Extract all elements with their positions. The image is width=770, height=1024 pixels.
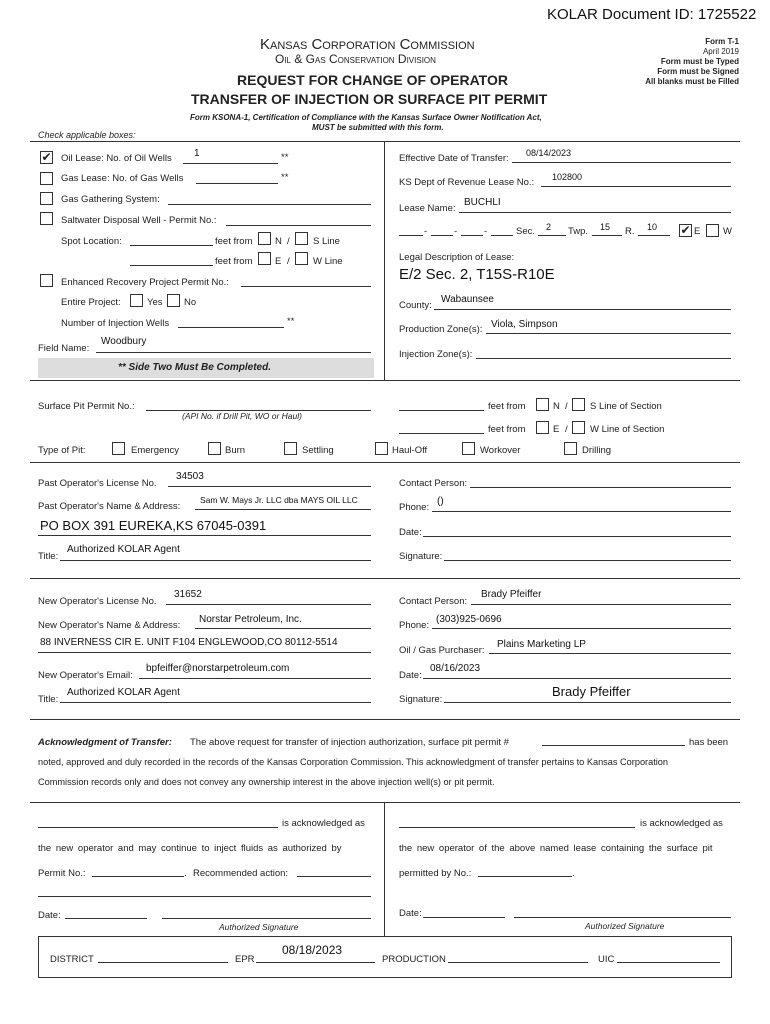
- pit-e-label: E: [553, 424, 560, 435]
- pit-type-hauloff-checkbox[interactable]: [375, 442, 388, 455]
- prod-zone-value[interactable]: Viola, Simpson: [491, 319, 558, 330]
- right-date-line: [423, 917, 505, 918]
- pit-ew-feet-from: feet from: [488, 424, 526, 435]
- range-value[interactable]: 10: [647, 222, 658, 232]
- past-bottom-border: [30, 578, 740, 579]
- new-address-value[interactable]: 88 INVERNESS CIR E. UNIT F104 ENGLEWOOD,CO 80112-5514: [40, 637, 338, 648]
- pit-n-slash: /: [565, 401, 568, 412]
- side-two-note: ** Side Two Must Be Completed.: [118, 362, 271, 373]
- epr-line: [256, 962, 375, 963]
- new-date-label: Date:: [399, 670, 422, 681]
- lease-name-value[interactable]: BUCHLI: [464, 197, 501, 208]
- spot-ew-feet-from: feet from: [215, 256, 253, 267]
- pit-ns-feet-from: feet from: [488, 401, 526, 412]
- ks-dept-value[interactable]: 102800: [552, 172, 583, 182]
- gas-gathering-line: [168, 204, 371, 205]
- past-contact-label: Contact Person:: [399, 478, 468, 489]
- gas-wells-line: [196, 183, 278, 184]
- effective-date-value[interactable]: 08/14/2023: [526, 148, 572, 158]
- sec-line: [538, 235, 566, 236]
- production-line: [448, 962, 588, 963]
- ks-dept-line: [541, 186, 731, 187]
- qtr-line-3: [461, 235, 483, 236]
- saltwater-label: Saltwater Disposal Well - Permit No.:: [61, 215, 217, 226]
- spot-w-label: W Line: [313, 256, 343, 267]
- api-note: (API No. if Drill Pit, WO or Haul): [182, 411, 302, 421]
- new-email-label: New Operator's Email:: [38, 670, 133, 681]
- check-boxes-label: Check applicable boxes:: [38, 130, 136, 140]
- left-permit-period: .: [184, 868, 187, 879]
- epr-value[interactable]: 08/18/2023: [282, 943, 343, 957]
- spot-n-checkbox[interactable]: [258, 232, 271, 245]
- pit-type-drilling: Drilling: [582, 445, 612, 456]
- past-title-label: Title:: [38, 551, 59, 562]
- field-name-label: Field Name:: [38, 343, 90, 354]
- right-signature-line: [514, 917, 731, 918]
- spot-s-label: S Line: [313, 236, 340, 247]
- district-line: [98, 962, 228, 963]
- oil-lease-checkbox[interactable]: ✔: [41, 150, 52, 164]
- new-name-label: New Operator's Name & Address:: [38, 620, 181, 631]
- new-bottom-border: [30, 719, 740, 720]
- gas-lease-checkbox[interactable]: [40, 172, 53, 185]
- past-date-line: [423, 536, 731, 537]
- ack-line-1: The above request for transfer of injection authorization, surface pit permit #: [190, 737, 509, 748]
- range-w-checkbox[interactable]: [706, 224, 719, 237]
- past-address-line: [38, 535, 371, 536]
- recommended-action-line: [297, 876, 371, 877]
- inj-zone-line: [476, 358, 731, 359]
- purchaser-value[interactable]: Plains Marketing LP: [497, 639, 586, 650]
- spot-s-checkbox[interactable]: [295, 232, 308, 245]
- left-permit-no-line: [92, 876, 184, 877]
- oil-wells-value[interactable]: 1: [194, 148, 200, 159]
- pit-type-hauloff: Haul-Off: [392, 445, 428, 456]
- sec-value[interactable]: 2: [546, 222, 552, 232]
- right-auth-signature: Authorized Signature: [585, 921, 665, 931]
- new-date-line: [423, 678, 731, 679]
- num-injection-line: [178, 327, 284, 328]
- form-blanks-note: All blanks must be Filled: [645, 77, 739, 86]
- pit-e-checkbox[interactable]: [536, 421, 549, 434]
- new-phone-label: Phone:: [399, 620, 430, 631]
- form-title-1: REQUEST FOR CHANGE OF OPERATOR: [237, 72, 508, 88]
- effective-date-label: Effective Date of Transfer:: [399, 153, 509, 164]
- new-signature-value[interactable]: Brady Pfeiffer: [552, 684, 631, 699]
- past-title-value[interactable]: Authorized KOLAR Agent: [67, 544, 180, 555]
- new-license-line: [166, 604, 371, 605]
- new-title-value[interactable]: Authorized KOLAR Agent: [67, 687, 180, 698]
- new-contact-line: [471, 604, 731, 605]
- twp-line: [592, 235, 622, 236]
- past-license-value[interactable]: 34503: [176, 471, 204, 482]
- ksona-note-2: MUST be submitted with this form.: [312, 123, 444, 132]
- gas-lease-label: Gas Lease: No. of Gas Wells: [61, 173, 184, 184]
- agency-name: Kansas Corporation Commission: [260, 36, 475, 53]
- right-is-acknowledged: is acknowledged as: [640, 818, 723, 829]
- ksona-note-1: Form KSONA-1, Certification of Compliance with the Kansas Surface Owner Notification Act,: [190, 113, 542, 122]
- range-w-label: W: [723, 226, 732, 237]
- range-line: [638, 235, 670, 236]
- entire-yes-label: Yes: [147, 297, 163, 308]
- spot-ns-feet-from: feet from: [215, 236, 253, 247]
- pit-type-emergency-checkbox[interactable]: [112, 442, 125, 455]
- document-id: KOLAR Document ID: 1725522: [547, 6, 757, 23]
- past-signature-label: Signature:: [399, 551, 443, 562]
- legal-desc-value[interactable]: E/2 Sec. 2, T15S-R10E: [399, 266, 555, 283]
- past-address-value[interactable]: PO BOX 391 EUREKA,KS 67045-0391: [40, 518, 267, 533]
- surface-pit-label: Surface Pit Permit No.:: [38, 401, 135, 412]
- past-name-label: Past Operator's Name & Address:: [38, 501, 181, 512]
- spot-ew-feet-line: [130, 265, 213, 266]
- spot-e-checkbox[interactable]: [258, 252, 271, 265]
- pit-type-drilling-checkbox[interactable]: [564, 442, 577, 455]
- new-license-label: New Operator's License No.: [38, 596, 157, 607]
- right-ack-name-line: [399, 827, 635, 828]
- field-name-value[interactable]: Woodbury: [101, 336, 147, 347]
- past-signature-line: [444, 560, 731, 561]
- new-email-line: [139, 678, 371, 679]
- spot-n-slash: /: [287, 236, 290, 247]
- entire-no-checkbox[interactable]: [167, 294, 180, 307]
- twp-label: Twp.: [568, 226, 589, 237]
- qtr-dash-1: -: [424, 226, 428, 237]
- right-date-label: Date:: [399, 908, 422, 919]
- pit-n-label: N: [553, 401, 560, 412]
- sec-label: Sec.: [516, 226, 536, 237]
- new-name-value[interactable]: Norstar Petroleum, Inc.: [199, 614, 302, 625]
- entire-project-label: Entire Project:: [61, 297, 121, 308]
- form-title-2: TRANSFER OF INJECTION OR SURFACE PIT PERMIT: [191, 91, 548, 107]
- epr-label: EPR: [235, 954, 255, 965]
- production-label: PRODUCTION: [382, 954, 446, 965]
- pit-type-label: Type of Pit:: [38, 445, 86, 456]
- spot-n-label: N: [275, 236, 282, 247]
- past-phone-label: Phone:: [399, 502, 430, 513]
- left-auth-signature: Authorized Signature: [219, 922, 299, 932]
- past-license-line: [168, 486, 371, 487]
- section-divider: [384, 141, 385, 380]
- qtr-line-4: [491, 235, 513, 236]
- new-license-value[interactable]: 31652: [174, 589, 202, 600]
- new-contact-label: Contact Person:: [399, 596, 468, 607]
- left-date-label: Date:: [38, 910, 61, 921]
- pit-s-label: S Line of Section: [590, 401, 662, 412]
- legal-desc-label: Legal Description of Lease:: [399, 252, 515, 263]
- recommended-action-label: Recommended action:: [193, 868, 289, 879]
- num-injection-star: **: [287, 316, 295, 327]
- section-bottom-border: [30, 380, 740, 381]
- form-date: April 2019: [702, 47, 739, 56]
- form-typed-note: Form must be Typed: [660, 57, 739, 66]
- left-signature-line: [162, 918, 371, 919]
- form-signed-note: Form must be Signed: [657, 67, 739, 76]
- new-title-line: [60, 702, 371, 703]
- spot-e-label: E: [275, 256, 282, 267]
- ack-permit-line: [542, 745, 685, 746]
- county-line: [434, 309, 731, 310]
- num-injection-label: Number of Injection Wells: [61, 318, 170, 329]
- inj-zone-label: Injection Zone(s):: [399, 349, 473, 360]
- division-name: Oil & Gas Conservation Division: [275, 52, 436, 66]
- left-permit-no-label: Permit No.:: [38, 868, 86, 879]
- purchaser-line: [489, 653, 731, 654]
- pit-w-checkbox[interactable]: [572, 421, 585, 434]
- uic-label: UIC: [598, 954, 615, 965]
- uic-line: [617, 962, 720, 963]
- new-phone-line: [432, 628, 731, 629]
- spot-ns-feet-line: [130, 245, 213, 246]
- range-label: R.: [625, 226, 635, 237]
- gas-gathering-label: Gas Gathering System:: [61, 194, 160, 205]
- ack-has-been: has been: [689, 737, 729, 748]
- new-address-line: [38, 652, 371, 653]
- prod-zone-line: [486, 333, 731, 334]
- saltwater-checkbox[interactable]: [40, 212, 53, 225]
- past-phone-line: [432, 511, 731, 512]
- right-new-operator-text: the new operator of the above named lease containing the surface pit: [399, 843, 713, 854]
- lease-name-label: Lease Name:: [399, 203, 456, 214]
- prod-zone-label: Production Zone(s):: [399, 324, 483, 335]
- ack-line-2: noted, approved and duly recorded in the records of the Kansas Corporation Commission. This acknowledgment of transfer pertains to Kansas Corporation: [38, 757, 669, 767]
- lease-name-line: [459, 212, 731, 213]
- new-date-value[interactable]: 08/16/2023: [430, 663, 481, 674]
- pit-type-settling: Settling: [302, 445, 334, 456]
- spot-location-label: Spot Location:: [61, 236, 122, 247]
- pit-bottom-border: [30, 462, 740, 463]
- new-title-label: Title:: [38, 694, 59, 705]
- pit-type-burn: Burn: [225, 445, 246, 456]
- qtr-dash-2: -: [454, 226, 458, 237]
- entire-no-label: No: [184, 297, 197, 308]
- gas-gathering-checkbox[interactable]: [40, 192, 53, 205]
- left-new-operator-text: the new operator and may continue to inject fluids as authorized by: [38, 843, 342, 854]
- enhanced-recovery-line: [241, 286, 371, 287]
- purchaser-label: Oil / Gas Purchaser:: [399, 645, 485, 656]
- left-date-line: [65, 918, 147, 919]
- pit-n-checkbox[interactable]: [536, 398, 549, 411]
- pit-type-settling-checkbox[interactable]: [284, 442, 297, 455]
- new-phone-value[interactable]: (303)925-0696: [436, 614, 502, 625]
- range-e-checkbox[interactable]: ✔: [680, 223, 691, 237]
- enhanced-recovery-label: Enhanced Recovery Project Permit No.:: [61, 277, 229, 288]
- pit-type-burn-checkbox[interactable]: [208, 442, 221, 455]
- section-top-border: [30, 141, 740, 142]
- ack-divider: [384, 802, 385, 936]
- past-date-label: Date:: [399, 527, 422, 538]
- oil-wells-line: [183, 163, 278, 164]
- twp-value[interactable]: 15: [600, 222, 611, 232]
- pit-type-emergency: Emergency: [131, 445, 180, 456]
- oil-lease-label: Oil Lease: No. of Oil Wells: [61, 153, 172, 164]
- oil-wells-star: **: [281, 152, 289, 163]
- effective-date-line: [512, 162, 731, 163]
- entire-yes-checkbox[interactable]: [130, 294, 143, 307]
- qtr-dash-3: -: [484, 226, 488, 237]
- past-name-value[interactable]: Sam W. Mays Jr. LLC dba MAYS OIL LLC: [200, 495, 358, 505]
- saltwater-line: [226, 225, 371, 226]
- pit-ns-feet-line: [399, 410, 484, 411]
- qtr-line-1: [399, 235, 423, 236]
- pit-e-slash: /: [565, 424, 568, 435]
- past-license-label: Past Operator's License No.: [38, 478, 157, 489]
- pit-type-workover: Workover: [480, 445, 521, 456]
- past-name-line: [195, 509, 371, 510]
- pit-s-checkbox[interactable]: [572, 398, 585, 411]
- past-contact-line: [470, 487, 731, 488]
- range-e-label: E: [694, 226, 701, 237]
- recommended-action-line-2: [38, 896, 371, 897]
- gas-wells-star: **: [281, 172, 289, 183]
- new-name-line: [195, 628, 371, 629]
- field-name-line: [96, 352, 371, 353]
- past-phone-value[interactable]: (): [437, 496, 444, 507]
- new-signature-label: Signature:: [399, 694, 443, 705]
- ack-label: Acknowledgment of Transfer:: [38, 737, 172, 748]
- left-ack-name-line: [38, 827, 278, 828]
- spot-w-checkbox[interactable]: [295, 252, 308, 265]
- permitted-by-line: [478, 876, 572, 877]
- new-email-value[interactable]: bpfeiffer@norstarpetroleum.com: [146, 663, 290, 674]
- past-title-line: [60, 560, 371, 561]
- form-number: Form T-1: [705, 37, 739, 46]
- enhanced-recovery-checkbox[interactable]: [40, 274, 53, 287]
- county-value[interactable]: Wabaunsee: [441, 294, 494, 305]
- permitted-by-label: permitted by No.:: [399, 868, 472, 879]
- ks-dept-label: KS Dept of Revenue Lease No.:: [399, 177, 535, 188]
- ack-bottom-border: [30, 802, 740, 803]
- new-contact-value[interactable]: Brady Pfeiffer: [481, 589, 542, 600]
- county-label: County:: [399, 300, 432, 311]
- pit-w-label: W Line of Section: [590, 424, 665, 435]
- new-signature-line: [444, 702, 731, 703]
- pit-ew-feet-line: [399, 433, 484, 434]
- pit-type-workover-checkbox[interactable]: [462, 442, 475, 455]
- qtr-line-2: [431, 235, 453, 236]
- spot-e-slash: /: [287, 256, 290, 267]
- left-is-acknowledged: is acknowledged as: [282, 818, 365, 829]
- ack-line-3: Commission records only and does not convey any ownership interest in the above injection well(s) or pit permit.: [38, 777, 495, 787]
- district-label: DISTRICT: [50, 954, 94, 965]
- permitted-by-period: .: [572, 868, 575, 879]
